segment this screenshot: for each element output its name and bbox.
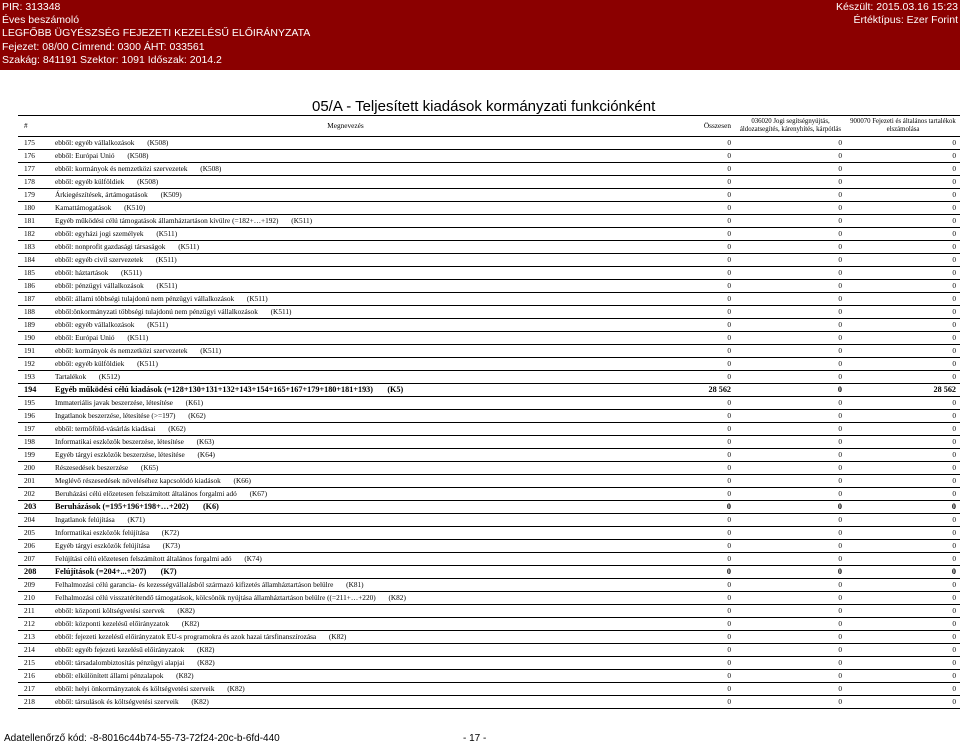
row-label: Beruházási célú előzetesen felszámított általános forgalmi adó (K67) <box>55 488 636 501</box>
row-value-036020: 0 <box>735 384 846 397</box>
row-total: 0 <box>636 163 735 176</box>
row-label: Egyéb tárgyi eszközök felújítása (K73) <box>55 540 636 553</box>
row-value-900070: 0 <box>846 696 960 709</box>
row-value-036020: 0 <box>735 631 846 644</box>
row-label: ebből: egyéb civil szervezetek (K511) <box>55 254 636 267</box>
row-number: 181 <box>18 215 55 228</box>
row-value-036020: 0 <box>735 566 846 579</box>
row-value-900070: 0 <box>846 137 960 150</box>
row-value-036020: 0 <box>735 540 846 553</box>
row-total: 0 <box>636 449 735 462</box>
row-value-900070: 0 <box>846 657 960 670</box>
table-row <box>18 306 960 319</box>
row-value-036020: 0 <box>735 527 846 540</box>
row-label: Meglévő részesedések növeléséhez kapcsolódó kiadások (K66) <box>55 475 636 488</box>
row-value-900070: 0 <box>846 345 960 358</box>
created-line: Készült: 2015.03.16 15:23 <box>835 1 958 13</box>
row-total: 0 <box>636 189 735 202</box>
row-total: 0 <box>636 371 735 384</box>
row-total: 0 <box>636 579 735 592</box>
row-total: 0 <box>636 293 735 306</box>
row-number: 194 <box>18 384 55 397</box>
row-value-900070: 0 <box>846 228 960 241</box>
row-total: 0 <box>636 345 735 358</box>
table-row <box>18 553 960 566</box>
table-row <box>18 137 960 150</box>
row-value-036020: 0 <box>735 358 846 371</box>
row-value-036020: 0 <box>735 397 846 410</box>
table-row <box>18 501 960 514</box>
row-value-900070: 0 <box>846 176 960 189</box>
row-value-036020: 0 <box>735 280 846 293</box>
row-number: 188 <box>18 306 55 319</box>
row-label: ebből: helyi önkormányzatok és költségvetési szerveik (K82) <box>55 683 636 696</box>
row-total: 0 <box>636 137 735 150</box>
row-value-900070: 0 <box>846 566 960 579</box>
row-total: 0 <box>636 605 735 618</box>
row-value-900070: 0 <box>846 514 960 527</box>
row-total: 0 <box>636 592 735 605</box>
row-total: 0 <box>636 527 735 540</box>
row-total: 0 <box>636 306 735 319</box>
row-label: Egyéb működési célú támogatások államháztartáson kívülre (=182+…+192) (K511) <box>55 215 636 228</box>
row-value-036020: 0 <box>735 644 846 657</box>
col-header-function-036020: 036020 Jogi segítségnyújtás, áldozatsegítés, kárenyhítés, kárpótlás <box>735 116 846 137</box>
row-total: 0 <box>636 670 735 683</box>
row-total: 0 <box>636 618 735 631</box>
row-value-900070: 0 <box>846 293 960 306</box>
row-value-900070: 0 <box>846 215 960 228</box>
row-number: 191 <box>18 345 55 358</box>
row-total: 0 <box>636 397 735 410</box>
row-value-036020: 0 <box>735 345 846 358</box>
row-number: 208 <box>18 566 55 579</box>
row-value-036020: 0 <box>735 228 846 241</box>
report-header-left <box>2 1 310 67</box>
row-value-900070: 0 <box>846 267 960 280</box>
row-label: Felhalmozási célú garancia- és kezességvállalásból származó kifizetés államháztartáson belülre (K81) <box>55 579 636 592</box>
row-label: ebből:önkormányzati többségi tulajdonú nem pénzügyi vállalkozások (K511) <box>55 306 636 319</box>
row-label: ebből: Európai Unió (K508) <box>55 150 636 163</box>
row-total: 0 <box>636 280 735 293</box>
row-value-900070: 0 <box>846 319 960 332</box>
row-total: 0 <box>636 501 735 514</box>
row-total: 0 <box>636 540 735 553</box>
table-row <box>18 384 960 397</box>
row-total: 0 <box>636 358 735 371</box>
row-label: ebből: pénzügyi vállalkozások (K511) <box>55 280 636 293</box>
row-number: 202 <box>18 488 55 501</box>
col-header-function-900070: 900070 Fejezeti és általános tartalékok elszámolása <box>846 116 960 137</box>
row-value-900070: 0 <box>846 488 960 501</box>
table-row <box>18 618 960 631</box>
table-row <box>18 475 960 488</box>
row-value-036020: 0 <box>735 423 846 436</box>
row-total: 0 <box>636 241 735 254</box>
row-total: 0 <box>636 631 735 644</box>
row-number: 197 <box>18 423 55 436</box>
table-row <box>18 436 960 449</box>
row-value-036020: 0 <box>735 215 846 228</box>
row-number: 190 <box>18 332 55 345</box>
table-row <box>18 241 960 254</box>
table-row <box>18 371 960 384</box>
row-number: 206 <box>18 540 55 553</box>
row-total: 0 <box>636 332 735 345</box>
table-row <box>18 605 960 618</box>
row-number: 175 <box>18 137 55 150</box>
row-number: 204 <box>18 514 55 527</box>
table-row <box>18 267 960 280</box>
row-label: Részesedések beszerzése (K65) <box>55 462 636 475</box>
row-value-900070: 0 <box>846 527 960 540</box>
row-total: 0 <box>636 410 735 423</box>
table-row <box>18 319 960 332</box>
table-header-row <box>18 116 960 137</box>
row-value-036020: 0 <box>735 306 846 319</box>
row-label: ebből: háztartások (K511) <box>55 267 636 280</box>
row-number: 193 <box>18 371 55 384</box>
row-label: ebből: fejezeti kezelésű előirányzatok EU-s programokra és azok hazai társfinanszírozása (K82) <box>55 631 636 644</box>
row-value-036020: 0 <box>735 137 846 150</box>
row-value-036020: 0 <box>735 410 846 423</box>
row-number: 192 <box>18 358 55 371</box>
row-value-036020: 0 <box>735 150 846 163</box>
row-value-900070: 0 <box>846 553 960 566</box>
row-value-900070: 0 <box>846 631 960 644</box>
row-number: 189 <box>18 319 55 332</box>
row-label: ebből: egyéb külföldiek (K508) <box>55 176 636 189</box>
row-value-900070: 0 <box>846 423 960 436</box>
row-value-900070: 0 <box>846 163 960 176</box>
row-number: 177 <box>18 163 55 176</box>
row-number: 182 <box>18 228 55 241</box>
row-number: 200 <box>18 462 55 475</box>
row-value-900070: 0 <box>846 306 960 319</box>
row-label: Felhalmozási célú visszatérítendő támogatások, kölcsönök nyújtása államháztartáson belülre ((=211+…+220) (K82) <box>55 592 636 605</box>
row-number: 185 <box>18 267 55 280</box>
table-row <box>18 176 960 189</box>
row-label: ebből: egyéb fejezeti kezelésű előirányzatok (K82) <box>55 644 636 657</box>
report-header-band <box>0 0 960 70</box>
row-label: ebből: központi kezelésű előirányzatok (K82) <box>55 618 636 631</box>
row-total: 0 <box>636 553 735 566</box>
table-row <box>18 189 960 202</box>
row-value-900070: 0 <box>846 189 960 202</box>
row-value-036020: 0 <box>735 267 846 280</box>
col-header-number: # <box>18 116 55 137</box>
row-total: 0 <box>636 150 735 163</box>
row-value-036020: 0 <box>735 553 846 566</box>
col-header-name: Megnevezés <box>55 116 636 137</box>
row-total: 0 <box>636 267 735 280</box>
row-number: 205 <box>18 527 55 540</box>
row-label: ebből: egyéb vállalkozások (K508) <box>55 137 636 150</box>
row-label: ebből: kormányok és nemzetközi szervezetek (K511) <box>55 345 636 358</box>
report-type-line: Éves beszámoló <box>2 14 80 27</box>
row-label: ebből: társulások és költségvetési szerveik (K82) <box>55 696 636 709</box>
row-total: 0 <box>636 462 735 475</box>
row-total: 0 <box>636 514 735 527</box>
row-label: ebből: egyéb külföldiek (K511) <box>55 358 636 371</box>
row-label: Kamattámogatások (K510) <box>55 202 636 215</box>
row-label: ebből: állami többségi tulajdonú nem pénzügyi vállalkozások (K511) <box>55 293 636 306</box>
row-value-900070: 0 <box>846 449 960 462</box>
row-total: 0 <box>636 202 735 215</box>
table-row <box>18 228 960 241</box>
table-row <box>18 540 960 553</box>
row-total: 0 <box>636 566 735 579</box>
row-value-900070: 0 <box>846 150 960 163</box>
table-row <box>18 579 960 592</box>
table-row <box>18 644 960 657</box>
table-row <box>18 332 960 345</box>
row-label: Árkiegészítések, ártámogatások (K509) <box>55 189 636 202</box>
row-total: 0 <box>636 683 735 696</box>
table-row <box>18 202 960 215</box>
table-row <box>18 358 960 371</box>
row-value-036020: 0 <box>735 202 846 215</box>
row-number: 180 <box>18 202 55 215</box>
row-label: Tartalékok (K512) <box>55 371 636 384</box>
row-label: ebből: egyházi jogi személyek (K511) <box>55 228 636 241</box>
table-row <box>18 488 960 501</box>
row-value-036020: 0 <box>735 254 846 267</box>
row-value-036020: 0 <box>735 501 846 514</box>
row-total: 0 <box>636 319 735 332</box>
row-value-900070: 0 <box>846 280 960 293</box>
row-label: Ingatlanok felújítása (K71) <box>55 514 636 527</box>
row-value-900070: 0 <box>846 410 960 423</box>
row-value-900070: 0 <box>846 241 960 254</box>
row-value-036020: 0 <box>735 618 846 631</box>
row-value-900070: 0 <box>846 332 960 345</box>
row-value-036020: 0 <box>735 436 846 449</box>
row-total: 0 <box>636 436 735 449</box>
row-number: 176 <box>18 150 55 163</box>
row-label: ebből: Európai Unió (K511) <box>55 332 636 345</box>
row-label: ebből: nonprofit gazdasági társaságok (K511) <box>55 241 636 254</box>
row-value-036020: 0 <box>735 514 846 527</box>
table-row <box>18 514 960 527</box>
page-number: - 17 - <box>463 733 487 744</box>
row-label: Immateriális javak beszerzése, létesítése (K61) <box>55 397 636 410</box>
row-value-036020: 0 <box>735 462 846 475</box>
row-value-036020: 0 <box>735 332 846 345</box>
row-value-036020: 0 <box>735 241 846 254</box>
row-number: 179 <box>18 189 55 202</box>
row-value-900070: 0 <box>846 683 960 696</box>
table-row <box>18 397 960 410</box>
row-label: ebből: elkülönített állami pénzalapok (K82) <box>55 670 636 683</box>
row-value-036020: 0 <box>735 176 846 189</box>
row-label: ebből: kormányok és nemzetközi szervezetek (K508) <box>55 163 636 176</box>
row-number: 199 <box>18 449 55 462</box>
table-row <box>18 527 960 540</box>
row-total: 0 <box>636 475 735 488</box>
table-row <box>18 410 960 423</box>
row-value-036020: 0 <box>735 189 846 202</box>
check-code: Adatellenőrző kód: -8-8016c44b74-55-73-72f24-20c-b-6fd-440 <box>4 733 280 744</box>
row-value-900070: 0 <box>846 605 960 618</box>
row-value-900070: 0 <box>846 579 960 592</box>
table-row <box>18 683 960 696</box>
row-label: Ingatlanok beszerzése, létesítése (>=197) (K62) <box>55 410 636 423</box>
row-number: 214 <box>18 644 55 657</box>
table-row <box>18 657 960 670</box>
row-value-036020: 0 <box>735 371 846 384</box>
row-number: 183 <box>18 241 55 254</box>
row-number: 218 <box>18 696 55 709</box>
expenditure-table <box>18 115 960 709</box>
row-value-036020: 0 <box>735 605 846 618</box>
row-number: 215 <box>18 657 55 670</box>
institution-line: LEGFŐBB ÜGYÉSZSÉG FEJEZETI KEZELÉSŰ ELŐIRÁNYZATA <box>2 27 311 40</box>
row-label: Beruházások (=195+196+198+…+202) (K6) <box>55 501 636 514</box>
row-value-900070: 0 <box>846 397 960 410</box>
row-total: 0 <box>636 644 735 657</box>
row-value-036020: 0 <box>735 475 846 488</box>
row-number: 217 <box>18 683 55 696</box>
row-value-900070: 0 <box>846 358 960 371</box>
row-label: Egyéb működési célú kiadások (=128+130+131+132+143+154+165+167+179+180+181+193) (K5) <box>55 384 636 397</box>
row-label: Felújítási célú előzetesen felszámított általános forgalmi adó (K74) <box>55 553 636 566</box>
table-row <box>18 670 960 683</box>
row-number: 187 <box>18 293 55 306</box>
row-total: 0 <box>636 488 735 501</box>
row-number: 196 <box>18 410 55 423</box>
row-total: 0 <box>636 228 735 241</box>
row-value-036020: 0 <box>735 592 846 605</box>
table-row <box>18 293 960 306</box>
row-value-900070: 0 <box>846 644 960 657</box>
row-value-036020: 0 <box>735 449 846 462</box>
row-value-900070: 0 <box>846 540 960 553</box>
row-number: 203 <box>18 501 55 514</box>
row-number: 178 <box>18 176 55 189</box>
row-total: 0 <box>636 215 735 228</box>
row-value-900070: 0 <box>846 254 960 267</box>
table-row <box>18 631 960 644</box>
row-value-036020: 0 <box>735 670 846 683</box>
row-label: ebből: központi költségvetési szervek (K82) <box>55 605 636 618</box>
table-row <box>18 462 960 475</box>
row-value-036020: 0 <box>735 683 846 696</box>
pir-line: PIR: 313348 <box>2 1 61 13</box>
row-number: 216 <box>18 670 55 683</box>
table-row <box>18 163 960 176</box>
row-label: Egyéb tárgyi eszközök beszerzése, létesítése (K64) <box>55 449 636 462</box>
value-type-line: Értéktípus: Ezer Forint <box>853 14 958 27</box>
row-label: ebből: társadalombiztosítás pénzügyi alapjai (K82) <box>55 657 636 670</box>
row-number: 198 <box>18 436 55 449</box>
table-row <box>18 280 960 293</box>
report-header-right <box>836 1 958 27</box>
row-number: 186 <box>18 280 55 293</box>
row-number: 201 <box>18 475 55 488</box>
row-value-900070: 0 <box>846 436 960 449</box>
col-header-total: Összesen <box>636 116 735 137</box>
row-total: 0 <box>636 423 735 436</box>
row-total: 0 <box>636 657 735 670</box>
page-title: 05/A - Teljesített kiadások kormányzati funkciónként <box>312 98 656 115</box>
row-value-900070: 0 <box>846 475 960 488</box>
row-value-900070: 28 562 <box>846 384 960 397</box>
row-value-036020: 0 <box>735 163 846 176</box>
row-value-900070: 0 <box>846 592 960 605</box>
row-label: ebből: egyéb vállalkozások (K511) <box>55 319 636 332</box>
table-row <box>18 215 960 228</box>
chapter-line: Fejezet: 08/00 Címrend: 0300 ÁHT: 033561 <box>2 40 205 53</box>
row-label: Felújítások (=204+...+207) (K7) <box>55 566 636 579</box>
row-total: 0 <box>636 254 735 267</box>
row-value-900070: 0 <box>846 670 960 683</box>
row-number: 210 <box>18 592 55 605</box>
table-row <box>18 423 960 436</box>
row-value-036020: 0 <box>735 293 846 306</box>
row-number: 213 <box>18 631 55 644</box>
row-number: 207 <box>18 553 55 566</box>
row-number: 209 <box>18 579 55 592</box>
row-value-036020: 0 <box>735 657 846 670</box>
table-row <box>18 345 960 358</box>
row-value-900070: 0 <box>846 202 960 215</box>
row-value-900070: 0 <box>846 501 960 514</box>
row-total: 0 <box>636 696 735 709</box>
row-label: Informatikai eszközök felújítása (K72) <box>55 527 636 540</box>
table-body <box>18 137 960 709</box>
row-total: 28 562 <box>636 384 735 397</box>
row-total: 0 <box>636 176 735 189</box>
table-row <box>18 592 960 605</box>
table-row <box>18 254 960 267</box>
table-row <box>18 449 960 462</box>
row-label: Informatikai eszközök beszerzése, létesítése (K63) <box>55 436 636 449</box>
row-number: 184 <box>18 254 55 267</box>
row-value-036020: 0 <box>735 696 846 709</box>
row-value-900070: 0 <box>846 371 960 384</box>
row-number: 212 <box>18 618 55 631</box>
row-value-036020: 0 <box>735 488 846 501</box>
row-number: 211 <box>18 605 55 618</box>
row-value-036020: 0 <box>735 579 846 592</box>
sector-line: Szakág: 841191 Szektor: 1091 Időszak: 2014.2 <box>2 53 222 66</box>
table-row <box>18 566 960 579</box>
row-value-900070: 0 <box>846 618 960 631</box>
row-label: ebből: termőföld-vásárlás kiadásai (K62) <box>55 423 636 436</box>
row-number: 195 <box>18 397 55 410</box>
table-row <box>18 150 960 163</box>
row-value-036020: 0 <box>735 319 846 332</box>
table-row <box>18 696 960 709</box>
row-value-900070: 0 <box>846 462 960 475</box>
